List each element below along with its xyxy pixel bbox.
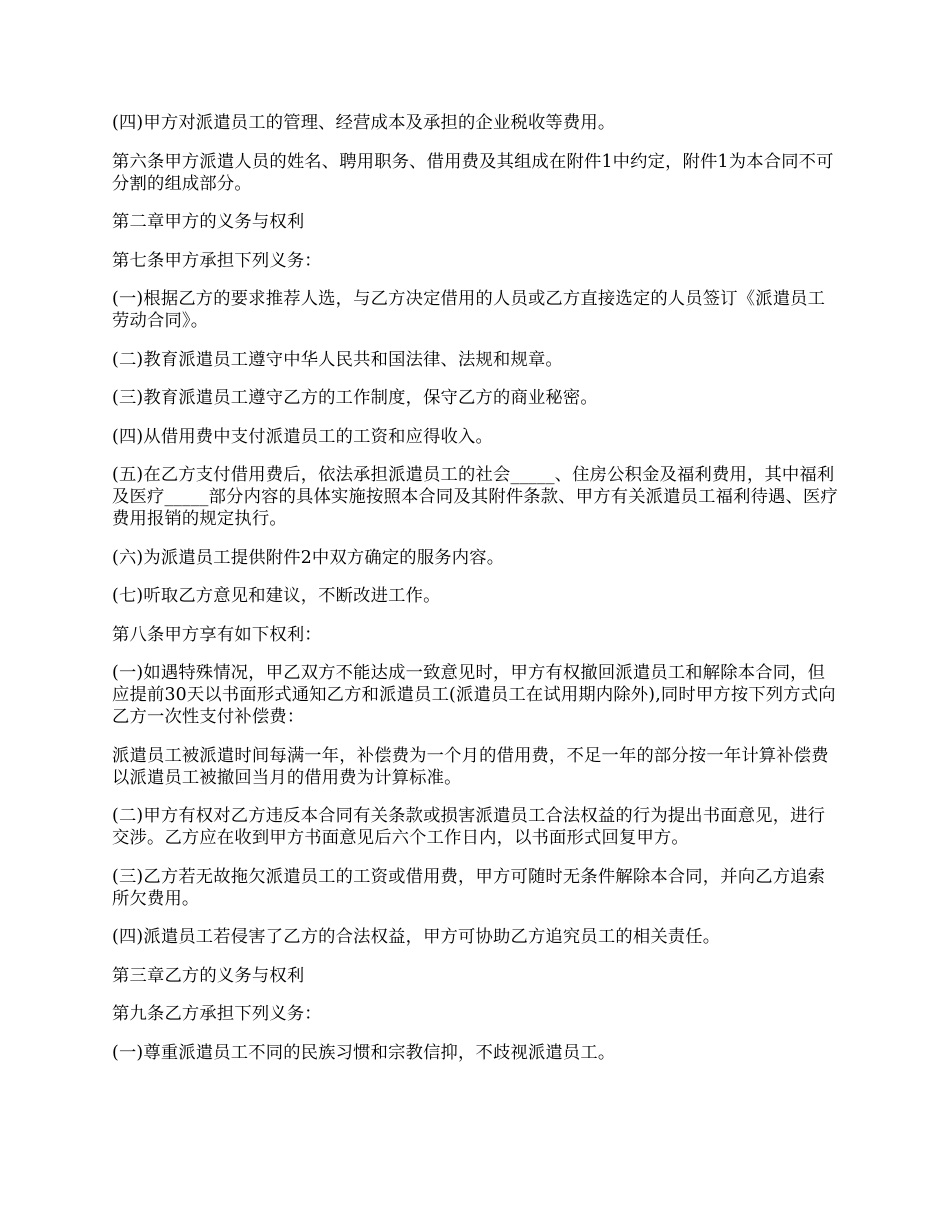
article-6: 第六条甲方派遣人员的姓名、聘用职务、借用费及其组成在附件1中约定，附件1为本合同不可分割的组成部分。 [112, 151, 834, 194]
article-8-item-1: (一)如遇特殊情况，甲乙双方不能达成一致意见时，甲方有权撤回派遣员工和解除本合同，但应提前30天以书面形式通知乙方和派遣员工(派遣员工在试用期内除外),同时甲方按下列方式向乙方一次性支付补偿费： [112, 663, 836, 727]
article-7-heading: 第七条甲方承担下列义务： [112, 250, 322, 271]
article-7-item-5: (五)在乙方支付借用费后，依法承担派遣员工的社会_____、住房公积金及福利费用，其中福利及医疗_____部分内容的具体实施按照本合同及其附件条款、甲方有关派遣员工福利待遇、医疗费用报销的规定执行。 [112, 465, 838, 529]
clause-4-costs: (四)甲方对派遣员工的管理、经营成本及承担的企业税收等费用。 [112, 113, 616, 133]
article-9-item-1: (一)尊重派遣员工不同的民族习惯和宗教信抑，不歧视派遣员工。 [112, 1042, 616, 1063]
article-8-heading: 第八条甲方享有如下权利： [112, 624, 322, 645]
article-7-item-4: (四)从借用费中支付派遣员工的工资和应得收入。 [112, 426, 493, 447]
document-page [112, 112, 840, 1080]
chapter-3-heading: 第三章乙方的义务与权利 [112, 965, 305, 986]
article-7-item-1: (一)根据乙方的要求推荐人选，与乙方决定借用的人员或乙方直接选定的人员签订《派遣员工劳动合同》。 [112, 289, 826, 331]
article-8-item-2: (二)甲方有权对乙方违反本合同有关条款或损害派遣员工合法权益的行为提出书面意见，进行交涉。乙方应在收到甲方书面意见后六个工作日内，以书面形式回复甲方。 [112, 806, 826, 848]
article-9-heading: 第九条乙方承担下列义务： [112, 1004, 322, 1024]
chapter-2-heading: 第二章甲方的义务与权利 [112, 212, 305, 232]
article-7-item-6: (六)为派遣员工提供附件2中双方确定的服务内容。 [112, 547, 505, 568]
article-7-item-2: (二)教育派遣员工遵守中华人民共和国法律、法规和规章。 [112, 349, 563, 370]
article-8-item-3: (三)乙方若无故拖欠派遣员工的工资或借用费，甲方可随时无条件解除本合同，并向乙方追索所欠费用。 [112, 866, 826, 909]
compensation-rule: 派遣员工被派遣时间每满一年，补偿费为一个月的借用费，不足一年的部分按一年计算补偿费以派遣员工被撤回当月的借用费为计算标准。 [112, 745, 829, 788]
article-7-item-7: (七)听取乙方意见和建议，不断改进工作。 [112, 586, 441, 606]
article-7-item-3: (三)教育派遣员工遵守乙方的工作制度，保守乙方的商业秘密。 [112, 388, 598, 408]
article-8-item-4: (四)派遣员工若侵害了乙方的合法权益，甲方可协助乙方追究员工的相关责任。 [112, 927, 721, 947]
